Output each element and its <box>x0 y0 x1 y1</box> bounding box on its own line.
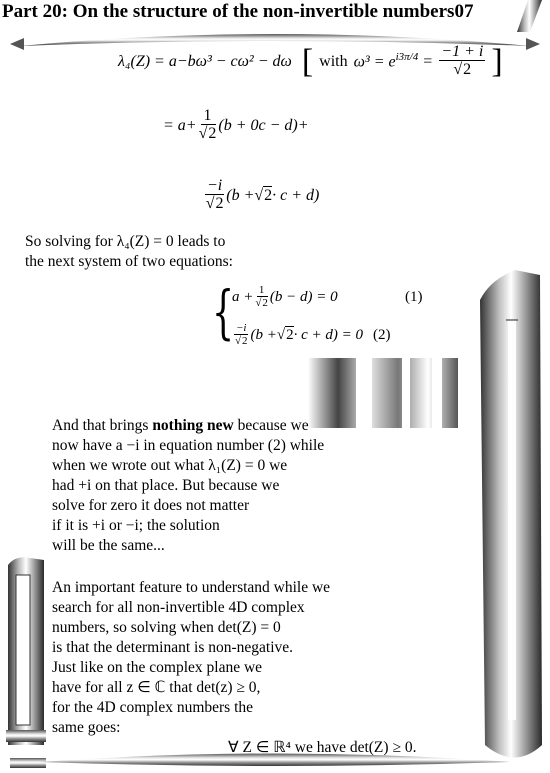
page-title: Part 20: On the structure of the non-invertible numbers07 <box>2 1 474 22</box>
eq-tag-2: (2) <box>373 326 391 343</box>
para2-line: numbers, so solving when det(Z) = 0 <box>52 619 281 636</box>
para2-line: Just like on the complex plane we <box>52 659 263 676</box>
solve-line-2: the next system of two equations: <box>25 253 233 270</box>
equation-line-2: = a+ $\frac{1}{√2}$ (b + 0c − d)+ <box>163 107 309 142</box>
equation-lhs: λ₄(Z) = a−bω³ − cω² − dω <box>118 52 292 70</box>
system-eq-1: a + $\frac{1}{√2}$ (b − d) = 0 (1) <box>232 284 423 309</box>
equation-line-3: $\frac{-i}{√2}$ (b + √2 · c + d) <box>205 177 320 212</box>
bracket-left: [ <box>301 42 314 80</box>
bracket-right: ] <box>491 42 503 80</box>
omega-expression: $\omega^3 = e^{i3\pi/4}$ <box>353 51 419 71</box>
with-label: with <box>319 52 348 70</box>
system-eq-2: $\frac{-i}{√2}$ (b + √2 · c + d) = 0 (2) <box>234 322 391 347</box>
para1-line: solve for zero it does not matter <box>52 497 250 514</box>
para2-line: same goes: <box>52 719 121 736</box>
fraction-one-over-root2: $\frac{1}{√2}$ <box>198 107 217 142</box>
fraction-minus-i-over-root2: $\frac{-i}{√2}$ <box>205 177 224 212</box>
para1-line: when we wrote out what λ₁(Z) = 0 we <box>52 457 288 474</box>
paragraph-determinant <box>52 578 330 738</box>
paragraph-nothing-new <box>52 416 324 556</box>
para1-line: will be the same... <box>52 537 165 554</box>
para1-line-0: And that brings nothing new because we <box>52 417 309 434</box>
equation-line-1 <box>118 44 503 79</box>
equals-sign: = <box>423 52 433 70</box>
system-brace: { <box>212 278 235 346</box>
para1-line: now have a −i in equation number (2) while <box>52 437 325 454</box>
solve-line-1: So solving for λ₄(Z) = 0 leads to <box>25 233 226 250</box>
para1-line: had +i on that place. But because we <box>52 477 280 494</box>
solve-text <box>25 232 233 272</box>
para2-line: have for all z ∈ ℂ that det(z) ≥ 0, <box>52 679 261 696</box>
nothing-new-bold: nothing new <box>152 417 234 434</box>
para2-line: is that the determinant is non-negative. <box>52 639 294 656</box>
para2-line: An important feature to understand while we <box>52 579 331 596</box>
para2-line: search for all non-invertible 4D complex <box>52 599 305 616</box>
fraction-omega: $\frac{-1 + i}{√2}$ <box>441 43 484 78</box>
equation-system <box>212 280 442 352</box>
eq-tag-1: (1) <box>405 288 423 305</box>
para2-line: for the 4D complex numbers the <box>52 699 254 716</box>
final-statement: ∀ Z ∈ ℝ⁴ we have det(Z) ≥ 0. <box>228 739 417 756</box>
para1-line: if it is +i or −i; the solution <box>52 517 220 534</box>
